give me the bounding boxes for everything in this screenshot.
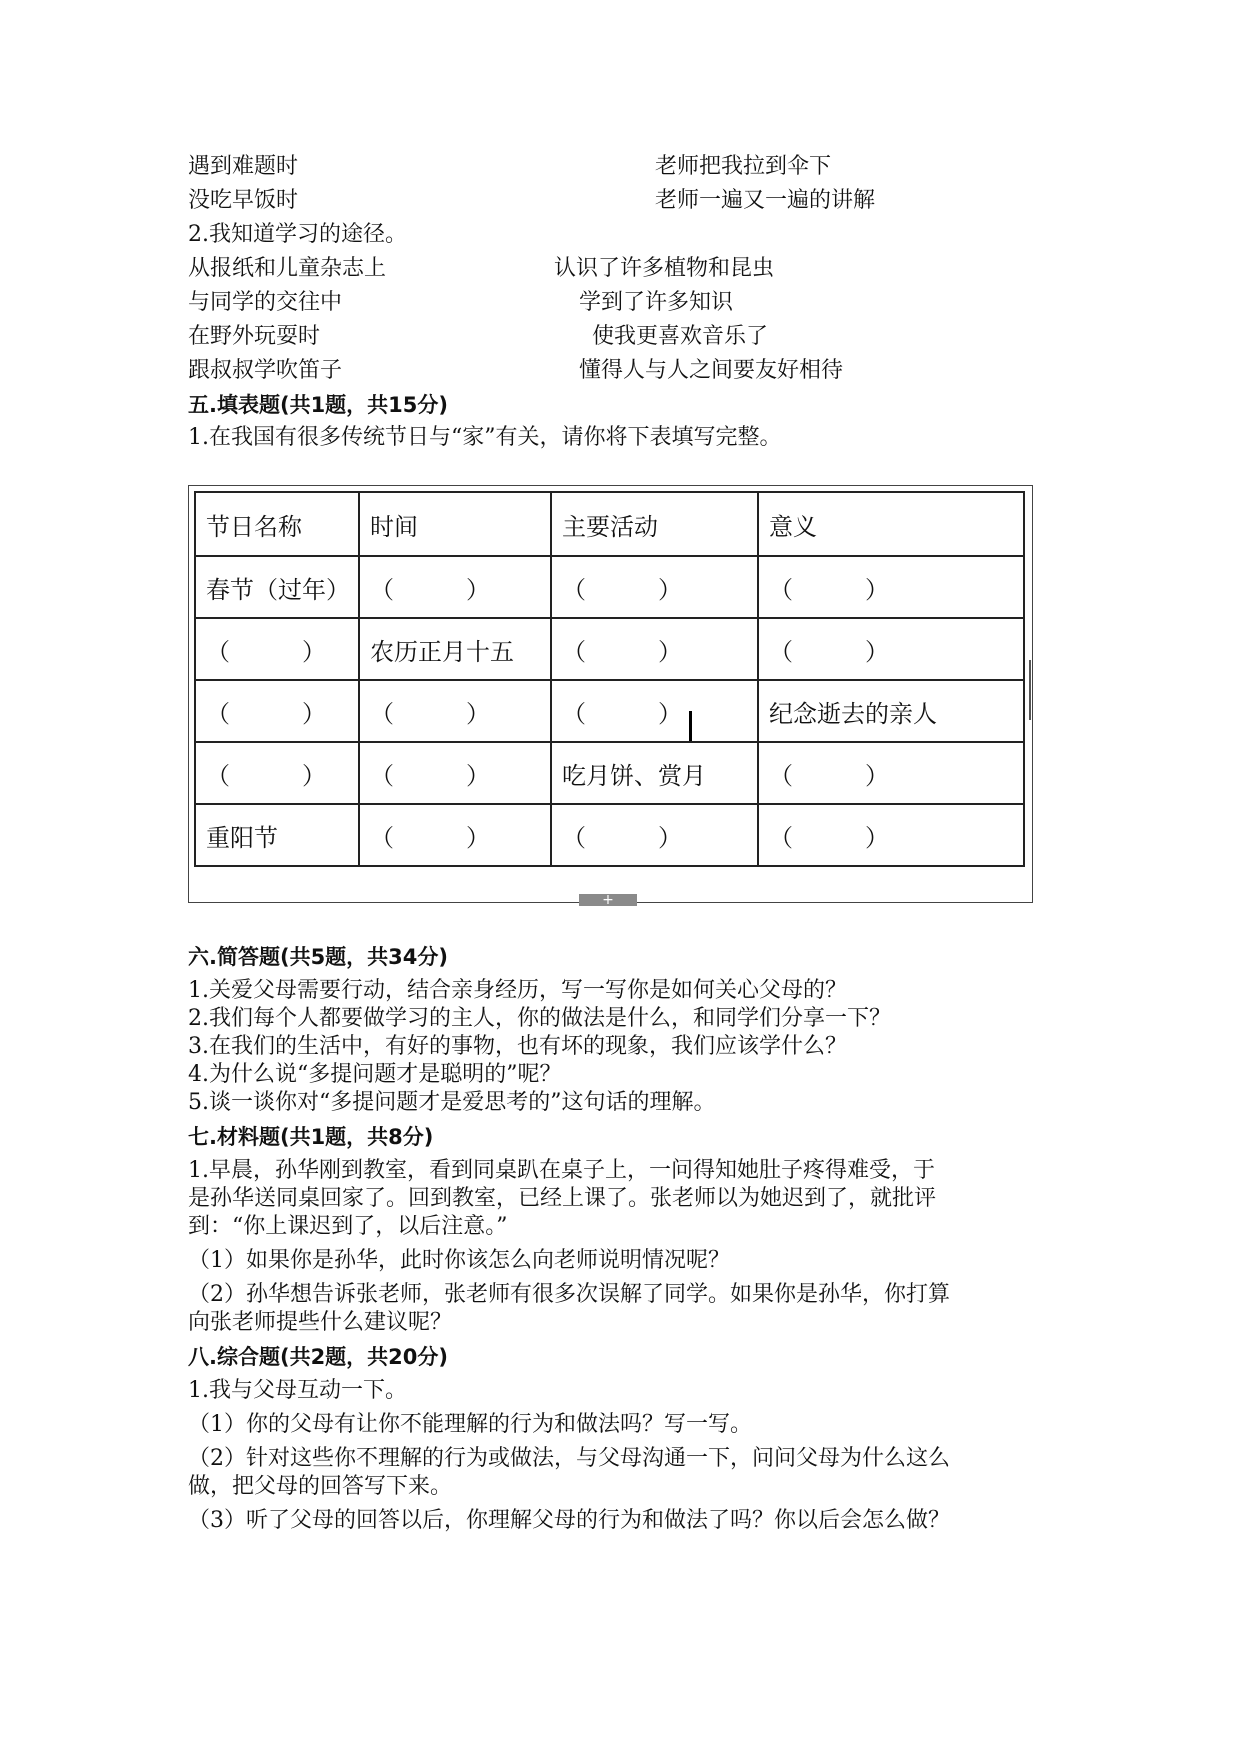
- table-cell[interactable]: （ ）: [359, 742, 551, 804]
- table-cell[interactable]: 农历正月十五: [359, 618, 551, 680]
- table-cell[interactable]: （ ）: [551, 680, 758, 742]
- question-item: 4.为什么说“多提问题才是聪明的”呢？: [188, 1062, 562, 1087]
- table-row: [195, 680, 1024, 742]
- match-left-1: 遇到难题时: [188, 154, 299, 179]
- table-row: [195, 556, 1024, 618]
- table-resize-handle[interactable]: [1029, 660, 1031, 720]
- question-item: 1.关爱父母需要行动，结合亲身经历，写一写你是如何关心父母的？: [188, 978, 847, 1003]
- material-line: （1）如果你是孙华，此时你该怎么向老师说明情况呢？: [188, 1248, 730, 1273]
- table-cell[interactable]: 春节（过年）: [195, 556, 359, 618]
- header-cell[interactable]: 意义: [758, 492, 1024, 556]
- table-cell[interactable]: （ ）: [758, 618, 1024, 680]
- material-line: （2）孙华想告诉张老师，张老师有很多次误解了同学。如果你是孙华，你打算: [188, 1282, 950, 1307]
- table-cell[interactable]: （ ）: [195, 680, 359, 742]
- question-item: 2.我们每个人都要做学习的主人，你的做法是什么，和同学们分享一下？: [188, 1006, 891, 1031]
- table-cell[interactable]: （ ）: [359, 556, 551, 618]
- table-cell[interactable]: 重阳节: [195, 804, 359, 866]
- table-cell[interactable]: （ ）: [551, 556, 758, 618]
- material-line: 向张老师提些什么建议呢？: [188, 1310, 453, 1335]
- table-row: [195, 742, 1024, 804]
- material-line: 1.早晨，孙华刚到教室，看到同桌趴在桌子上，一问得知她肚子疼得难受，于: [188, 1158, 935, 1183]
- table-cell[interactable]: 纪念逝去的亲人: [758, 680, 1024, 742]
- table-cell[interactable]: （ ）: [758, 804, 1024, 866]
- table-row: [195, 804, 1024, 866]
- table-cell[interactable]: （ ）: [359, 680, 551, 742]
- add-row-button[interactable]: +: [579, 894, 637, 906]
- comprehensive-line: （3）听了父母的回答以后，你理解父母的行为和做法了吗？你以后会怎么做？: [188, 1508, 950, 1533]
- q2-left-2: 与同学的交往中: [188, 290, 343, 315]
- q2-title: 2.我知道学习的途径。: [188, 222, 407, 247]
- header-cell[interactable]: 节日名称: [195, 492, 359, 556]
- table-cell[interactable]: 吃月饼、赏月: [551, 742, 758, 804]
- section5-heading: 五.填表题(共1题，共15分): [188, 393, 449, 417]
- material-line: 是孙华送同桌回家了。回到教室，已经上课了。张老师以为她迟到了，就批评: [188, 1186, 937, 1211]
- table-header-row: [195, 492, 1024, 556]
- header-cell[interactable]: 主要活动: [551, 492, 758, 556]
- comprehensive-line: 1.我与父母互动一下。: [188, 1378, 407, 1403]
- q2-left-4: 跟叔叔学吹笛子: [188, 358, 343, 383]
- table-cell[interactable]: （ ）: [551, 804, 758, 866]
- question-item: 5.谈一谈你对“多提问题才是爱思考的”这句话的理解。: [188, 1090, 716, 1115]
- q2-right-3: 使我更喜欢音乐了: [592, 324, 769, 349]
- q2-left-3: 在野外玩耍时: [188, 324, 321, 349]
- table-cell[interactable]: （ ）: [758, 742, 1024, 804]
- q2-left-1: 从报纸和儿童杂志上: [188, 256, 387, 281]
- section5-question: 1.在我国有很多传统节日与“家”有关，请你将下表填写完整。: [188, 425, 782, 450]
- table-cell[interactable]: （ ）: [195, 618, 359, 680]
- text-cursor: [689, 711, 692, 741]
- match-right-1: 老师把我拉到伞下: [655, 154, 832, 179]
- table-cell[interactable]: （ ）: [551, 618, 758, 680]
- material-line: 到：“你上课迟到了，以后注意。”: [188, 1214, 508, 1239]
- table-cell[interactable]: （ ）: [758, 556, 1024, 618]
- header-cell[interactable]: 时间: [359, 492, 551, 556]
- comprehensive-line: 做，把父母的回答写下来。: [188, 1474, 453, 1499]
- table-cell[interactable]: （ ）: [359, 804, 551, 866]
- comprehensive-line: （2）针对这些你不理解的行为或做法，与父母沟通一下，问问父母为什么这么: [188, 1446, 950, 1471]
- q2-right-1: 认识了许多植物和昆虫: [554, 256, 775, 281]
- q2-right-2: 学到了许多知识: [579, 290, 734, 315]
- comprehensive-line: （1）你的父母有让你不能理解的行为和做法吗？写一写。: [188, 1412, 752, 1437]
- festival-table: [194, 491, 1025, 867]
- match-left-2: 没吃早饭时: [188, 188, 299, 213]
- section7-heading: 七.材料题(共1题，共8分): [188, 1125, 434, 1149]
- match-right-2: 老师一遍又一遍的讲解: [655, 188, 876, 213]
- q2-right-4: 懂得人与人之间要友好相待: [579, 358, 844, 383]
- question-item: 3.在我们的生活中，有好的事物，也有坏的现象，我们应该学什么？: [188, 1034, 847, 1059]
- table-row: [195, 618, 1024, 680]
- section6-heading: 六.简答题(共5题，共34分): [188, 945, 449, 969]
- section8-heading: 八.综合题(共2题，共20分): [188, 1345, 449, 1369]
- table-cell[interactable]: （ ）: [195, 742, 359, 804]
